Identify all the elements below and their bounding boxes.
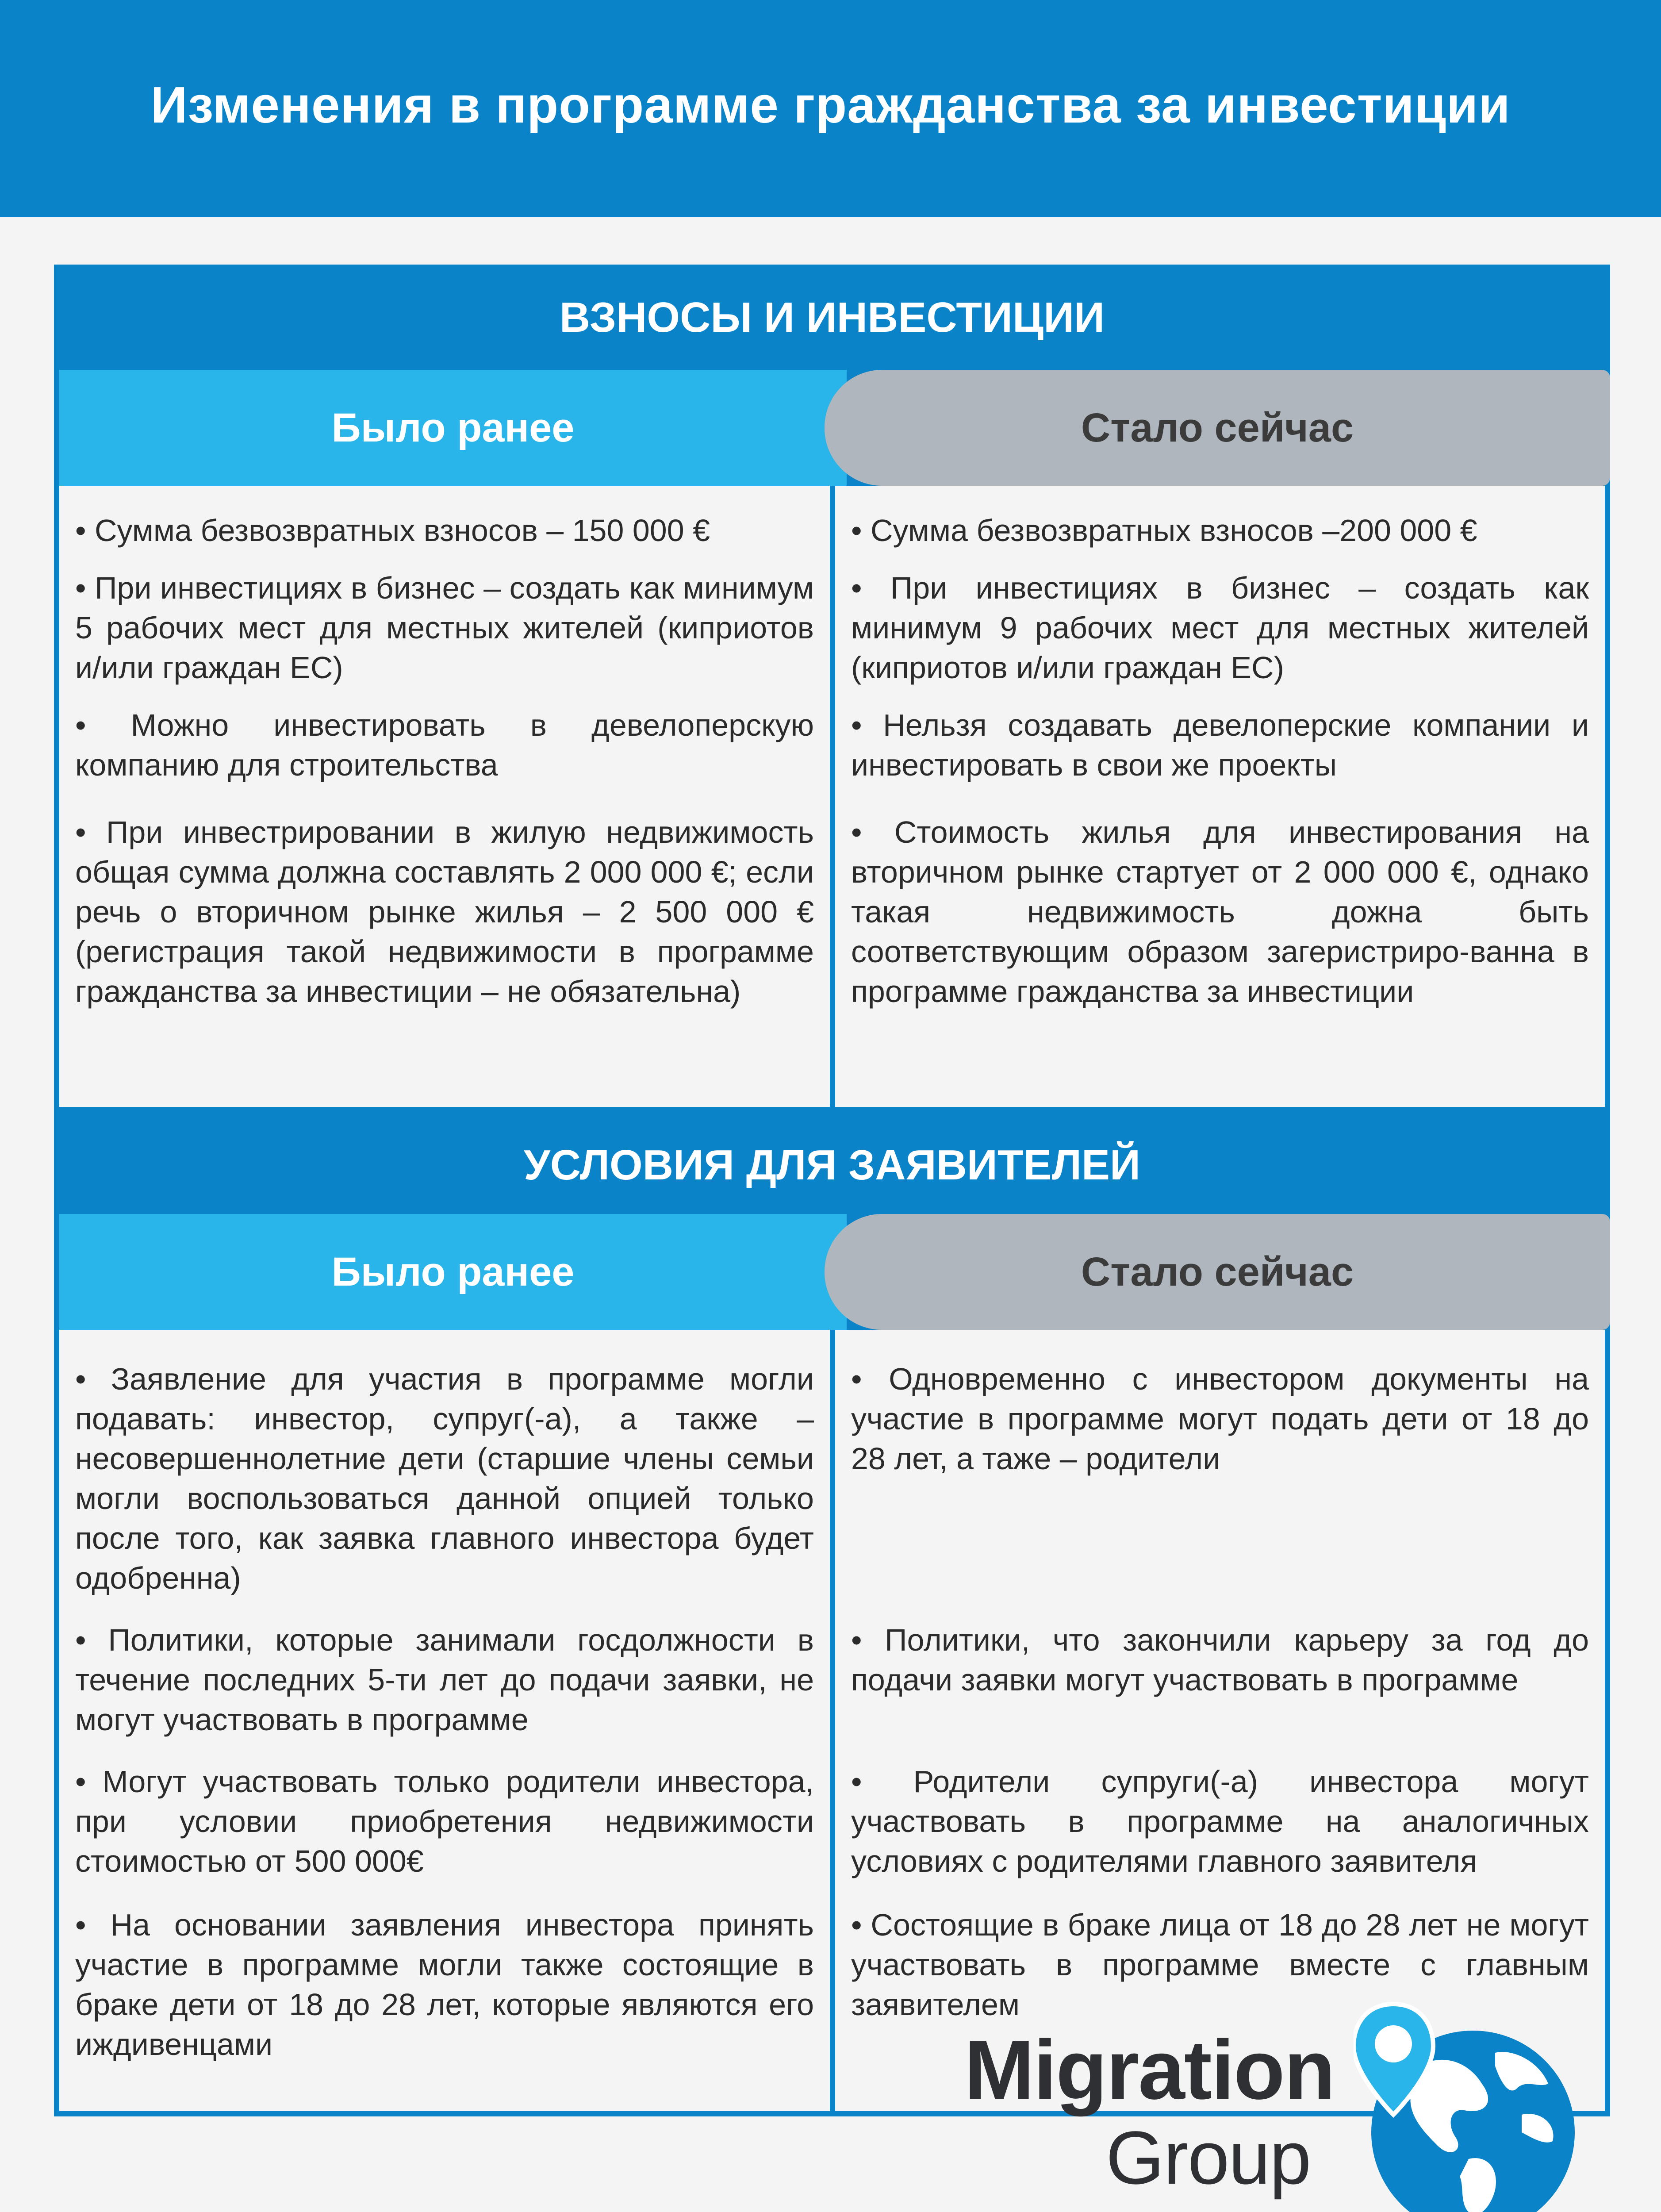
after-header: Стало сейчас: [825, 370, 1610, 486]
list-item: • Нельзя создавать девелоперские компании и инвестировать в свои же проекты: [851, 708, 1589, 782]
list-item: • Сумма безвозвратных взносов – 150 000 €: [75, 513, 710, 548]
before-header: Было ранее: [59, 1214, 847, 1330]
list-item: • Могут участвовать только родители инвестора, при условии приобретения недвижимости стоимостью от 500 000€: [75, 1764, 814, 1878]
list-item: • Родители супруги(-а) инвестора могут участвовать в программе на аналогичных условиях с родителями главного заявителя: [851, 1764, 1589, 1878]
list-item: • Сумма безвозвратных взносов –200 000 €: [851, 513, 1477, 548]
globe-pin-icon: [1354, 2000, 1584, 2212]
logo-wordmark-migration: Migration: [964, 2023, 1335, 2117]
list-item: • На основании заявления инвестора принять участие в программе могли также состоящие в браке дети от 18 до 28 лет, которые являются его иждивенцами: [75, 1908, 814, 2062]
list-item: • Политики, что закончили карьеру за год до подачи заявки могут участвовать в программе: [851, 1623, 1589, 1697]
before-column: [59, 486, 830, 1107]
list-item: • При инвестициях в бизнес – создать как минимум 9 рабочих мест для местных жителей (киприотов и/или граждан ЕС): [851, 571, 1589, 685]
page-title: Изменения в программе гражданства за инвестиции: [150, 76, 1511, 134]
before-header: Было ранее: [59, 370, 847, 486]
list-item: • Состоящие в браке лица от 18 до 28 лет не могут участвовать в программе вместе с главным заявителем: [851, 1908, 1589, 2022]
section-title-contributions: ВЗНОСЫ И ИНВЕСТИЦИИ: [54, 265, 1610, 371]
after-header: Стало сейчас: [825, 1214, 1610, 1330]
list-item: • Заявление для участия в программе могли подавать: инвестор, супруг(-а), а также – несовершеннолетние дети (старшие члены семьи могли воспользоваться данной опцией только после того, как заявка главного инвестора будет одобренна): [75, 1362, 814, 1595]
logo-wordmark-group: Group: [1106, 2116, 1311, 2200]
before-column: [59, 1330, 830, 2111]
list-item: • При инвестициях в бизнес – создать как минимум 5 рабочих мест для местных жителей (киприотов и/или граждан ЕС): [75, 571, 814, 685]
list-item: • Стоимость жилья для инвестирования на вторичном рынке стартует от 2 000 000 €, однако такая недвижимость дожна быть соответствующим образом загеристриро-ванна в программе гражданства за инвестиции: [851, 815, 1589, 1009]
list-item: • Одновременно с инвестором документы на участие в программе могут подать дети от 18 до 28 лет, а таже – родители: [851, 1362, 1589, 1476]
list-item: • Политики, которые занимали госдолжности в течение последних 5-ти лет до подачи заявки, не могут участвовать в программе: [75, 1623, 814, 1737]
list-item: • Можно инвестировать в девелоперскую компанию для строительства: [75, 708, 814, 782]
header-banner: [0, 0, 1661, 217]
section-title-applicants: УСЛОВИЯ ДЛЯ ЗАЯВИТЕЛЕЙ: [54, 1112, 1610, 1218]
after-column: [835, 486, 1605, 1107]
list-item: • При инвестрировании в жилую недвижимость общая сумма должна составлять 2 000 000 €; если речь о вторичном рынке жилья – 2 500 000 € (регистрация такой недвижимости в программе гражданства за инвестиции – не обязательна): [75, 815, 814, 1009]
after-column: [835, 1330, 1605, 2111]
